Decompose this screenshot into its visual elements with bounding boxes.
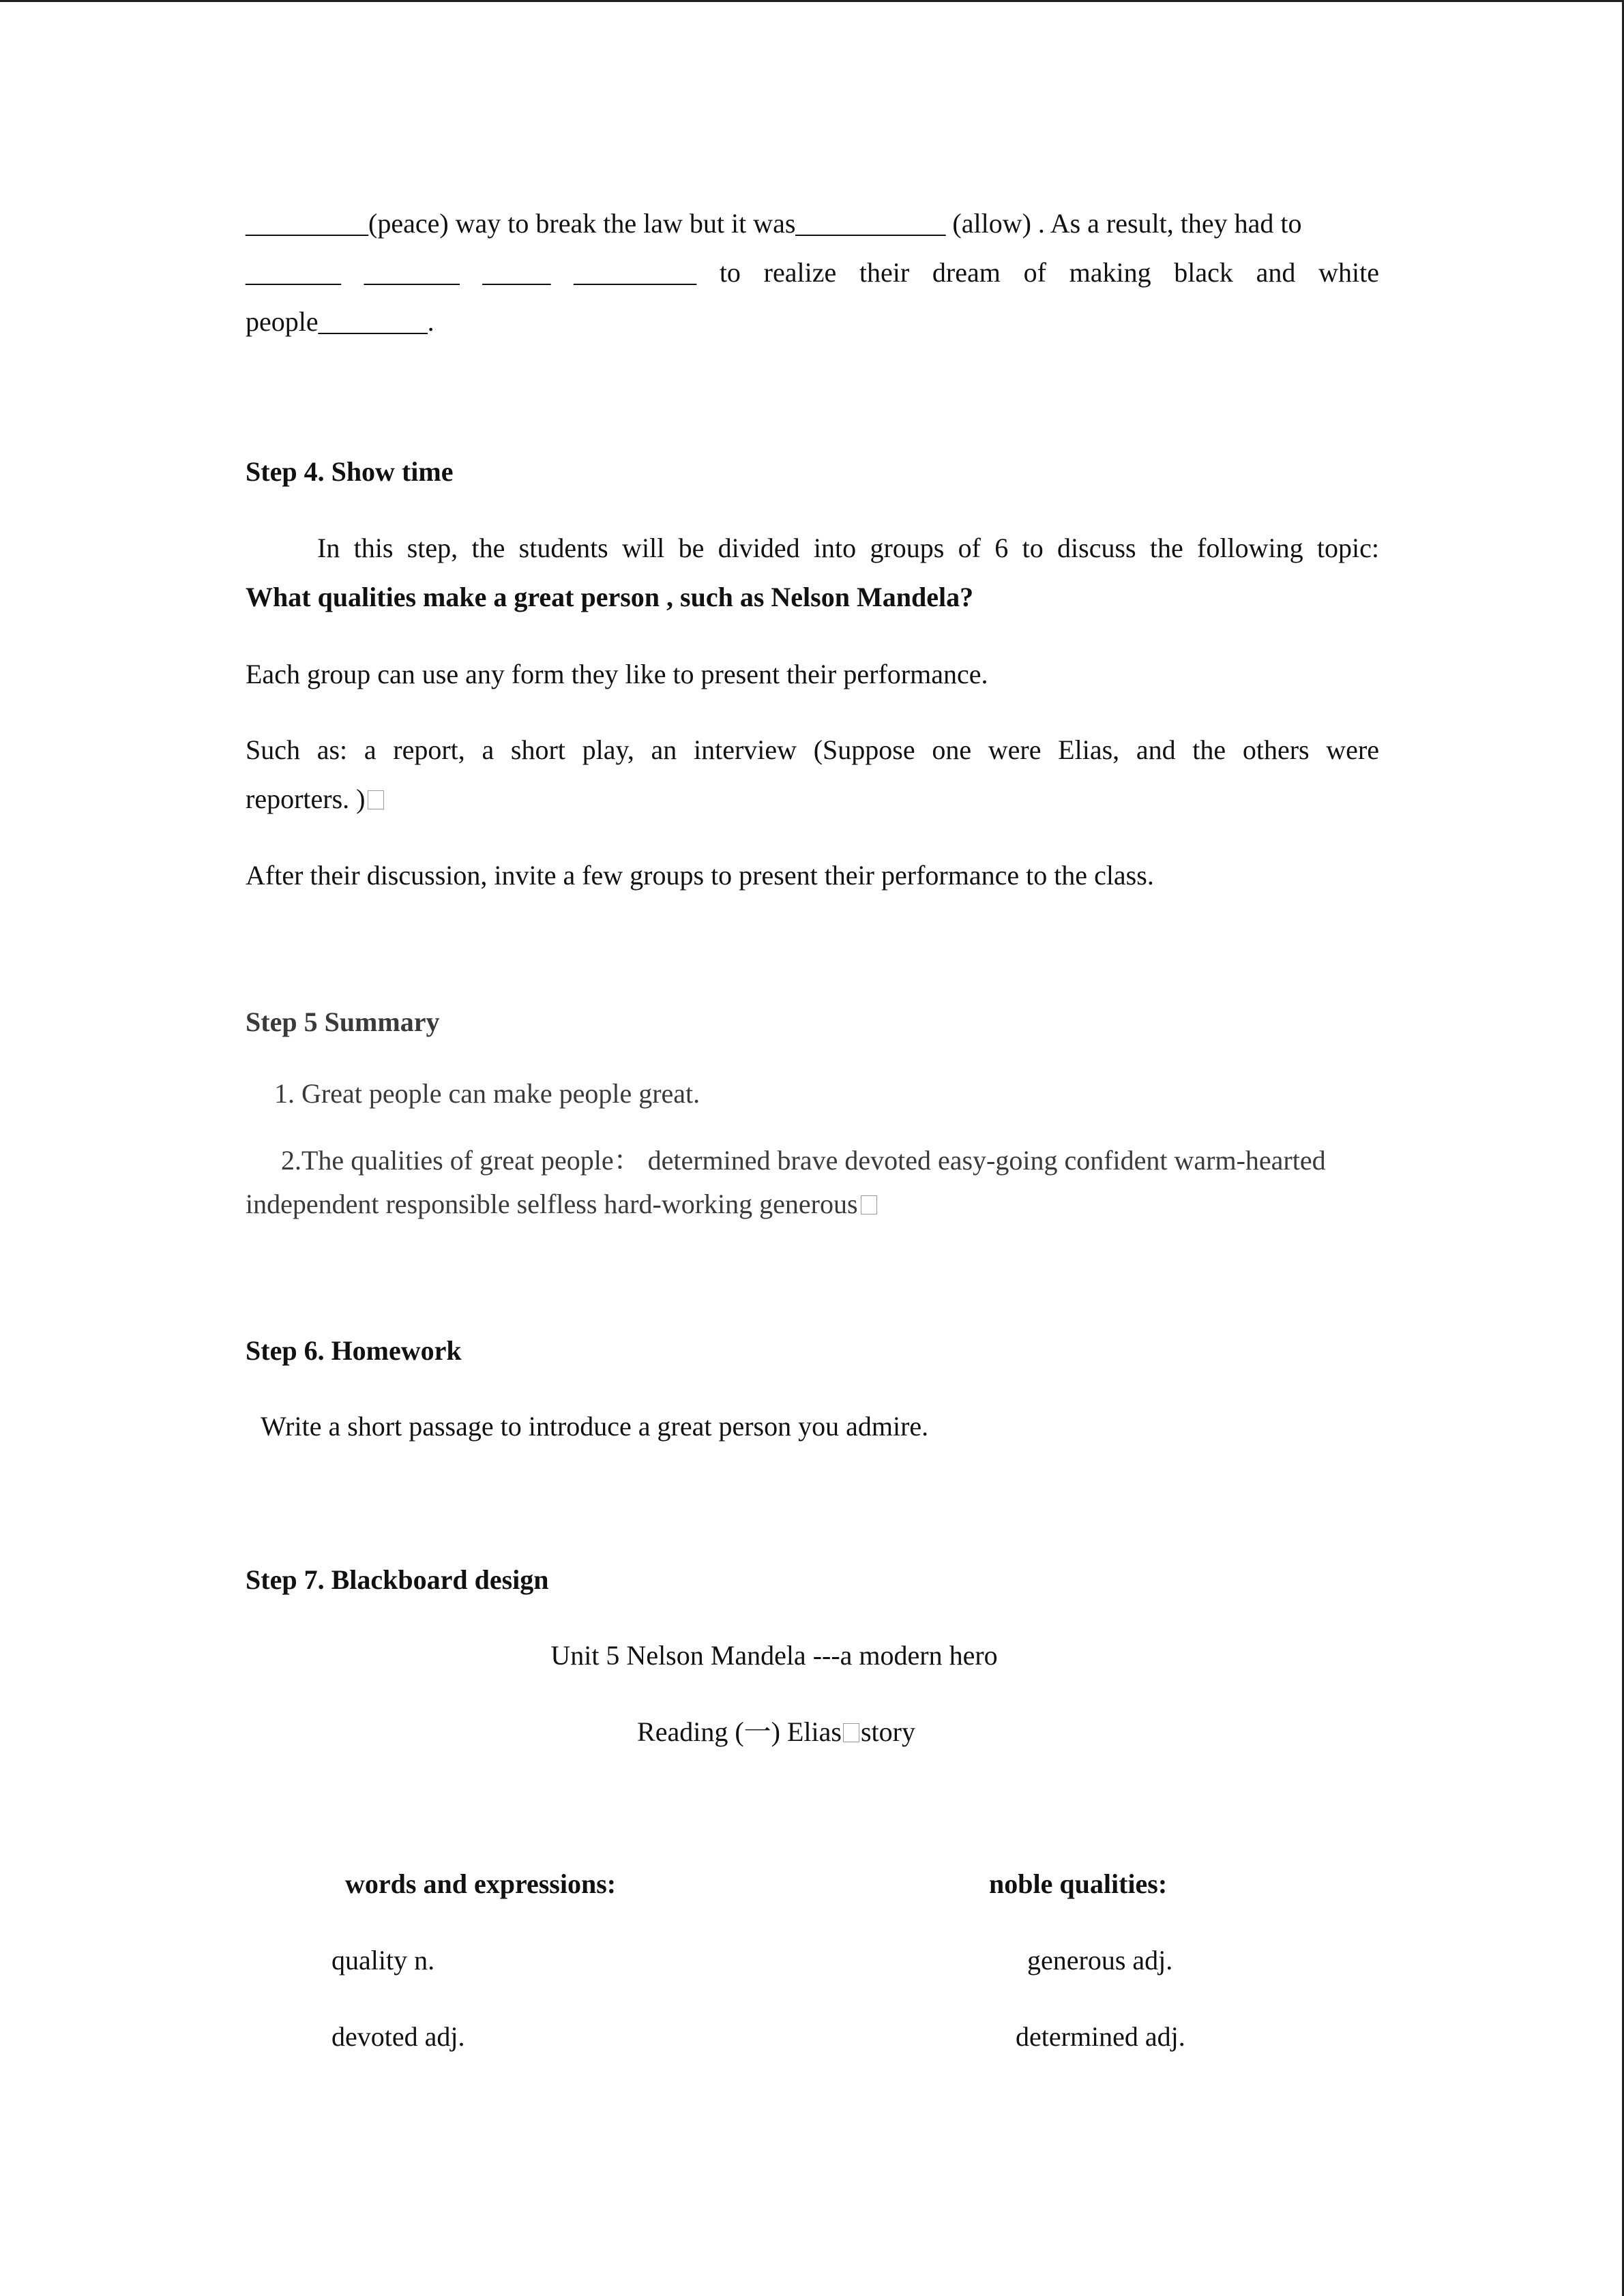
- continuation-paragraph: [246, 199, 1379, 346]
- step4-question: What qualities make a great person , such as Nelson Mandela?: [246, 582, 974, 612]
- continuation-text-3: people: [246, 306, 319, 337]
- continuation-line-3: [246, 297, 1379, 346]
- step4-p3-text: reporters. ): [246, 784, 366, 814]
- step5-heading: Step 5 Summary: [246, 1007, 440, 1037]
- word: realize: [763, 257, 837, 288]
- missing-glyph-box: [843, 1723, 859, 1742]
- left-item-devoted: devoted adj.: [331, 2021, 465, 2052]
- step6-text: Write a short passage to introduce a great person you admire.: [261, 1411, 929, 1442]
- step4-p3-line-1: Such as: a report, a short play, an interview (Suppose one were Elias, and the others were: [246, 734, 1379, 765]
- continuation-line-1: [246, 199, 1379, 248]
- continuation-text-1: (peace) way to break the law but it was: [368, 208, 796, 239]
- right-item-determined: determined adj.: [1016, 2021, 1185, 2052]
- noble-qualities-header: noble qualities:: [989, 1868, 1168, 1899]
- blank-4: _________: [574, 257, 697, 288]
- step4-p3-line-2: [246, 775, 1379, 824]
- left-item-quality: quality n.: [331, 1945, 435, 1976]
- blank-2: _______: [364, 257, 460, 288]
- step5-item-2: [246, 1139, 1379, 1226]
- step4-paragraph-3: [246, 726, 1379, 824]
- step5-item-2-line-2: [246, 1182, 1379, 1226]
- word: of: [1023, 257, 1046, 288]
- blank-1: _______: [246, 257, 341, 288]
- blackboard-subtitle: [0, 1708, 1552, 1757]
- blank-allow: ___________: [795, 208, 946, 239]
- blank-peace: _________: [246, 208, 368, 239]
- step7-heading: Step 7. Blackboard design: [246, 1564, 549, 1595]
- blank-people: ________: [318, 306, 428, 337]
- step5-item-1: 1. Great people can make people great.: [274, 1078, 700, 1109]
- blackboard-title: Unit 5 Nelson Mandela ---a modern hero: [550, 1640, 998, 1671]
- right-item-generous: generous adj.: [1027, 1945, 1173, 1976]
- subtitle-part-a: Reading (一) Elias: [637, 1716, 842, 1747]
- step5-item-2-line-1: 2.The qualities of great people： determined brave devoted easy-going confident warm-hearted: [281, 1145, 1326, 1176]
- step4-intro-paragraph: [246, 524, 1379, 622]
- word: their: [859, 257, 910, 288]
- words-expressions-header: words and expressions:: [345, 1868, 617, 1899]
- word: dream: [932, 257, 1001, 288]
- word: making: [1069, 257, 1151, 288]
- word: and: [1256, 257, 1296, 288]
- word: white: [1318, 257, 1379, 288]
- continuation-line-2: [246, 248, 1379, 297]
- step4-intro: In this step, the students will be divided into groups of 6 to discuss the following topic:: [317, 533, 1379, 563]
- missing-glyph-box: [368, 790, 384, 809]
- blank-3: _____: [482, 257, 551, 288]
- step4-paragraph-2: Each group can use any form they like to present their performance.: [246, 659, 988, 689]
- subtitle-part-b: story: [860, 1716, 915, 1747]
- word: to: [719, 257, 741, 288]
- step4-heading: Step 4. Show time: [246, 456, 454, 487]
- continuation-text-2: (allow) . As a result, they had to: [945, 208, 1302, 239]
- word: black: [1174, 257, 1233, 288]
- step5-item-2-text: independent responsible selfless hard-working generous: [246, 1189, 858, 1219]
- step4-paragraph-4: After their discussion, invite a few groups to present their performance to the class.: [246, 860, 1154, 891]
- step6-heading: Step 6. Homework: [246, 1335, 462, 1366]
- period: .: [427, 306, 434, 337]
- missing-glyph-box: [861, 1195, 877, 1214]
